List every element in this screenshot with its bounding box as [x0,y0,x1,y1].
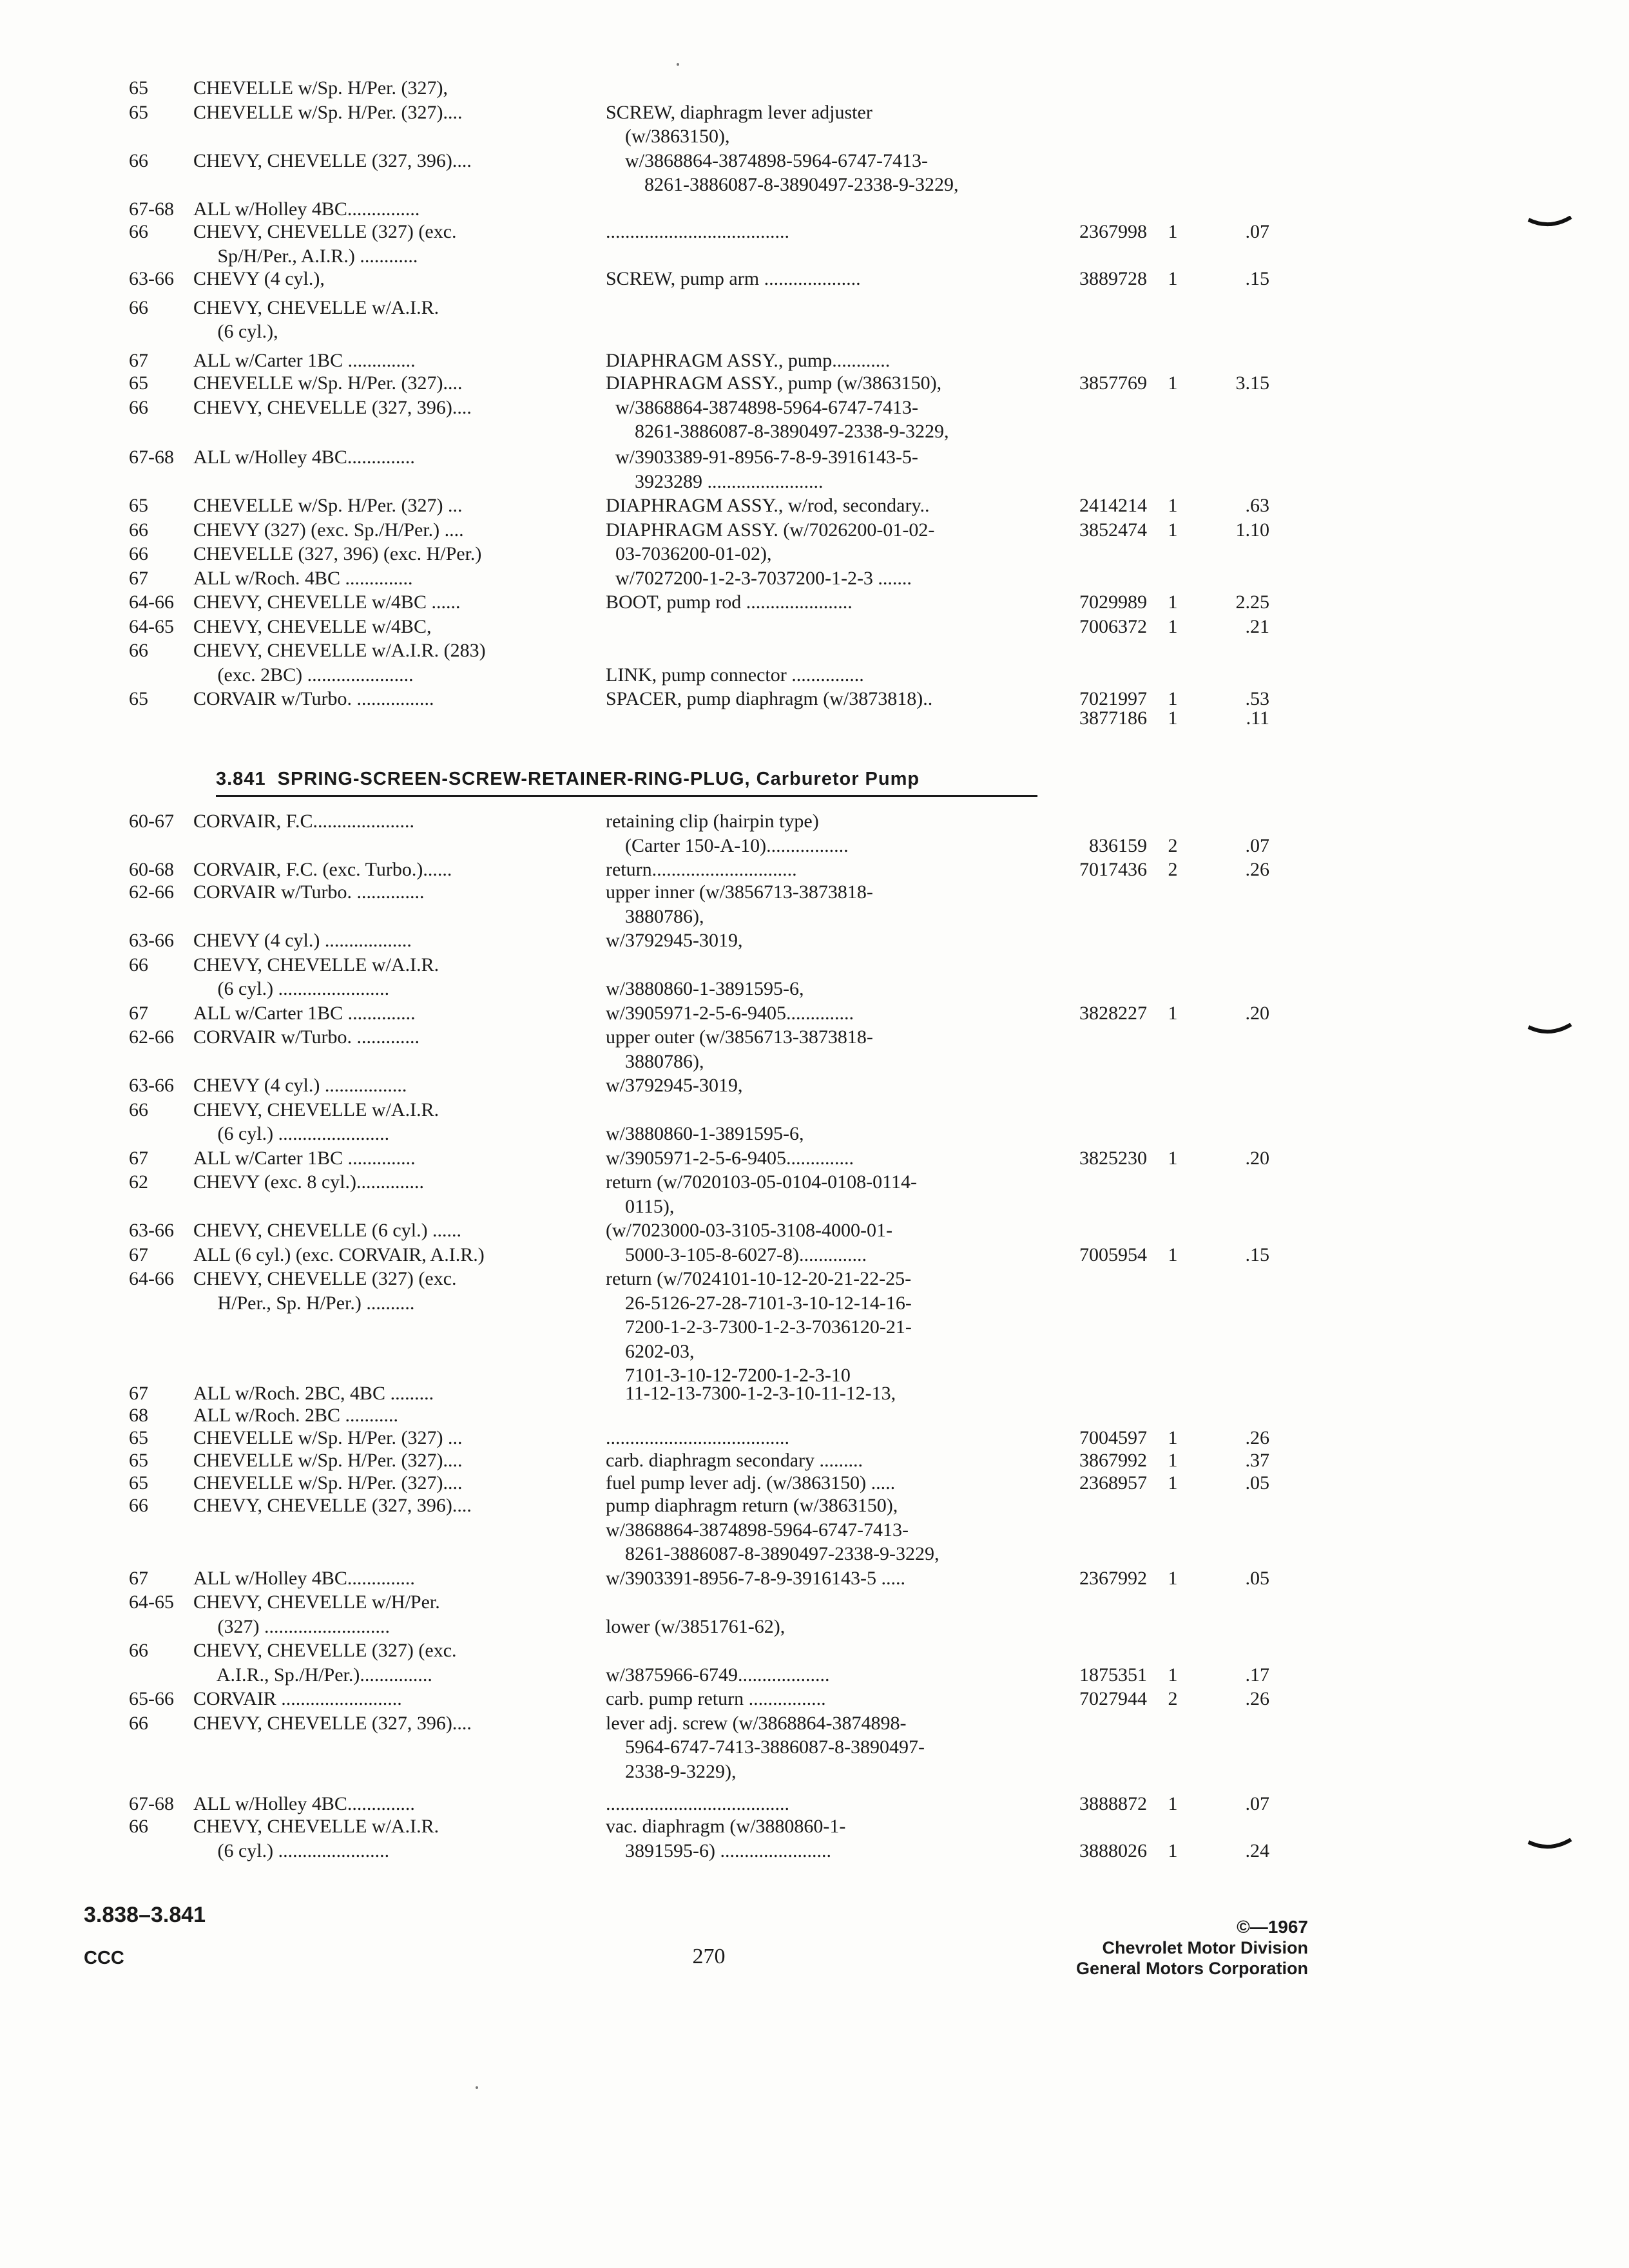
price: .07 [1245,221,1269,242]
part-number: 7029989 [1079,591,1147,613]
part-description: 8261-3886087-8-3890497-2338-9-3229, [606,421,949,442]
model-years: 66 [129,150,148,171]
quantity: 1 [1168,519,1178,541]
margin-mark [1527,1023,1572,1036]
part-number: 7005954 [1079,1244,1147,1265]
part-number: 3889728 [1079,268,1147,289]
model-years: 68 [129,1405,148,1426]
part-description: retaining clip (hairpin type) [606,811,819,832]
part-description: 5964-6747-7413-3886087-8-3890497- [606,1736,925,1758]
part-number: 7027944 [1079,1688,1147,1709]
part-description: 3880786), [606,1051,704,1072]
application: ALL w/Holley 4BC.............. [193,1793,415,1814]
application: ALL w/Holley 4BC............... [193,198,420,220]
part-number: 3877186 [1079,707,1147,729]
part-description: 3880786), [606,906,704,927]
quantity: 1 [1168,1793,1178,1814]
application: CHEVY (4 cyl.) .................. [193,930,412,951]
application: (6 cyl.) ....................... [193,978,390,999]
model-years: 60-68 [129,859,174,880]
part-description: (Carter 150-A-10)................. [606,835,849,856]
part-description: DIAPHRAGM ASSY. (w/7026200-01-02- [606,519,935,541]
application: CHEVELLE w/Sp. H/Per. (327).... [193,1450,463,1471]
part-number: 3888872 [1079,1793,1147,1814]
application: (6 cyl.) ....................... [193,1123,390,1144]
model-years: 67 [129,1003,148,1024]
section-heading: 3.841 SPRING-SCREEN-SCREW-RETAINER-RING-PLUG, Carburetor Pump [216,769,920,789]
part-description: 2338-9-3229), [606,1761,737,1782]
part-description: SCREW, pump arm .................... [606,268,861,289]
application: CHEVELLE w/Sp. H/Per. (327).... [193,102,463,123]
quantity: 1 [1168,591,1178,613]
quantity: 1 [1168,268,1178,289]
part-description: w/3868864-3874898-5964-6747-7413- [606,1519,909,1541]
model-years: 67-68 [129,198,174,220]
part-description: lower (w/3851761-62), [606,1616,786,1637]
part-description: w/3903389-91-8956-7-8-9-3916143-5- [606,447,918,468]
part-number: 3825230 [1079,1148,1147,1169]
part-description: 7200-1-2-3-7300-1-2-3-7036120-21- [606,1316,912,1338]
part-description: DIAPHRAGM ASSY., w/rod, secondary.. [606,495,930,516]
application: ALL w/Roch. 2BC, 4BC ......... [193,1383,434,1404]
quantity: 1 [1168,1840,1178,1861]
part-description: 5000-3-105-8-6027-8).............. [606,1244,867,1265]
part-description: 7101-3-10-12-7200-1-2-3-10 [606,1365,851,1386]
price: 2.25 [1235,591,1269,613]
model-years: 66 [129,543,148,564]
quantity: 2 [1168,1688,1178,1709]
price: .24 [1245,1840,1269,1861]
part-description: 8261-3886087-8-3890497-2338-9-3229, [606,1543,940,1564]
part-description: carb. diaphragm secondary ......... [606,1450,863,1471]
application: CHEVELLE w/Sp. H/Per. (327), [193,77,448,99]
application: ALL w/Carter 1BC .............. [193,1003,416,1024]
application: CHEVY, CHEVELLE w/4BC ...... [193,591,461,613]
footer-division: Chevrolet Motor Division [1102,1938,1308,1957]
part-description: ...................................... [606,221,789,242]
part-description: w/3880860-1-3891595-6, [606,978,804,999]
page-number: 270 [692,1945,726,1968]
model-years: 66 [129,1713,148,1734]
application: CORVAIR w/Turbo. ............. [193,1026,420,1048]
price: .07 [1245,835,1269,856]
model-years: 63-66 [129,1075,174,1096]
quantity: 1 [1168,495,1178,516]
part-description: w/3903391-8956-7-8-9-3916143-5 ..... [606,1568,905,1589]
part-number: 836159 [1089,835,1147,856]
model-years: 64-66 [129,1268,174,1289]
model-years: 64-65 [129,616,174,637]
quantity: 1 [1168,1244,1178,1265]
part-description: 0115), [606,1196,675,1217]
application: CORVAIR w/Turbo. ................ [193,688,434,709]
model-years: 62-66 [129,881,174,903]
part-number: 7004597 [1079,1427,1147,1448]
application: CHEVY, CHEVELLE w/H/Per. [193,1591,440,1613]
price: .26 [1245,1688,1269,1709]
quantity: 1 [1168,688,1178,709]
price: .63 [1245,495,1269,516]
part-number: 2367998 [1079,221,1147,242]
part-number: 7006372 [1079,616,1147,637]
part-number: 3888026 [1079,1840,1147,1861]
application: ALL (6 cyl.) (exc. CORVAIR, A.I.R.) [193,1244,485,1265]
model-years: 66 [129,397,148,418]
part-description: DIAPHRAGM ASSY., pump (w/3863150), [606,372,942,394]
part-description: (w/7023000-03-3105-3108-4000-01- [606,1220,892,1241]
part-description: w/7027200-1-2-3-7037200-1-2-3 ....... [606,568,912,589]
part-number: 2368957 [1079,1472,1147,1494]
price: .26 [1245,1427,1269,1448]
application: ALL w/Roch. 2BC ........... [193,1405,399,1426]
application: CHEVY, CHEVELLE w/A.I.R. [193,954,439,975]
price: 3.15 [1235,372,1269,394]
section-heading-rule [216,795,1037,797]
part-description: 6202-03, [606,1341,695,1362]
part-description: w/3792945-3019, [606,1075,743,1096]
model-years: 62 [129,1171,148,1193]
part-description: ...................................... [606,1793,789,1814]
price: .15 [1245,268,1269,289]
part-number: 3828227 [1079,1003,1147,1024]
footer-copyright: ©—1967 [1237,1917,1308,1937]
scan-speck [677,63,679,66]
part-description: BOOT, pump rod ...................... [606,591,853,613]
part-number: 7017436 [1079,859,1147,880]
scan-speck [476,2086,478,2089]
part-description: upper inner (w/3856713-3873818- [606,881,873,903]
part-number: 1875351 [1079,1664,1147,1686]
price: 1.10 [1235,519,1269,541]
model-years: 67-68 [129,1793,174,1814]
model-years: 64-66 [129,591,174,613]
model-years: 67 [129,1568,148,1589]
application: CHEVY, CHEVELLE (327, 396).... [193,1495,472,1516]
part-description: (w/3863150), [606,126,730,147]
model-years: 65 [129,1427,148,1448]
model-years: 63-66 [129,268,174,289]
price: .05 [1245,1568,1269,1589]
application: ALL w/Roch. 4BC .............. [193,568,413,589]
model-years: 64-65 [129,1591,174,1613]
part-description: DIAPHRAGM ASSY., pump............ [606,350,891,371]
part-description: SCREW, diaphragm lever adjuster [606,102,872,123]
application: CHEVELLE (327, 396) (exc. H/Per.) [193,543,482,564]
application: CHEVY, CHEVELLE (327) (exc. [193,1640,457,1661]
application: ALL w/Holley 4BC.............. [193,447,415,468]
application: CHEVY, CHEVELLE w/A.I.R. [193,1816,439,1837]
part-description: 03-7036200-01-02), [606,543,772,564]
application: CORVAIR w/Turbo. .............. [193,881,425,903]
application: CHEVELLE w/Sp. H/Per. (327).... [193,372,463,394]
part-description: 8261-3886087-8-3890497-2338-9-3229, [606,174,959,195]
application: H/Per., Sp. H/Per.) .......... [193,1293,415,1314]
application: ALL w/Carter 1BC .............. [193,1148,416,1169]
price: .07 [1245,1793,1269,1814]
part-description: w/3880860-1-3891595-6, [606,1123,804,1144]
part-description: w/3905971-2-5-6-9405.............. [606,1003,854,1024]
application: CHEVY (4 cyl.) ................. [193,1075,407,1096]
model-years: 66 [129,1640,148,1661]
quantity: 1 [1168,1427,1178,1448]
part-description: carb. pump return ................ [606,1688,826,1709]
part-description: w/3905971-2-5-6-9405.............. [606,1148,854,1169]
footer-section-range: 3.838–3.841 [84,1903,206,1927]
model-years: 66 [129,297,148,318]
quantity: 1 [1168,1472,1178,1494]
part-description: w/3868864-3874898-5964-6747-7413- [606,150,928,171]
model-years: 63-66 [129,1220,174,1241]
model-years: 66 [129,954,148,975]
price: .37 [1245,1450,1269,1471]
margin-mark [1527,1838,1572,1851]
application: CHEVY, CHEVELLE w/4BC, [193,616,432,637]
price: .20 [1245,1148,1269,1169]
part-description: LINK, pump connector ............... [606,664,864,686]
quantity: 2 [1168,859,1178,880]
application: CHEVELLE w/Sp. H/Per. (327).... [193,1472,463,1494]
part-number: 2367992 [1079,1568,1147,1589]
price: .15 [1245,1244,1269,1265]
quantity: 1 [1168,707,1178,729]
application: CHEVY, CHEVELLE (6 cyl.) ...... [193,1220,462,1241]
application: CORVAIR, F.C..................... [193,811,415,832]
application: (6 cyl.), [193,321,278,342]
application: CHEVY (exc. 8 cyl.).............. [193,1171,424,1193]
model-years: 66 [129,221,148,242]
model-years: 67 [129,1383,148,1404]
model-years: 65 [129,1472,148,1494]
model-years: 66 [129,519,148,541]
part-number: 3852474 [1079,519,1147,541]
application: CHEVY, CHEVELLE (327) (exc. [193,1268,457,1289]
application: ALL w/Carter 1BC .............. [193,350,416,371]
quantity: 1 [1168,1664,1178,1686]
part-number: 3857769 [1079,372,1147,394]
price: .17 [1245,1664,1269,1686]
model-years: 67 [129,568,148,589]
price: .53 [1245,688,1269,709]
application: CHEVELLE w/Sp. H/Per. (327) ... [193,1427,463,1448]
quantity: 1 [1168,1148,1178,1169]
part-number: 7021997 [1079,688,1147,709]
quantity: 1 [1168,221,1178,242]
application: ALL w/Holley 4BC.............. [193,1568,415,1589]
model-years: 66 [129,1099,148,1120]
quantity: 2 [1168,835,1178,856]
quantity: 1 [1168,1568,1178,1589]
model-years: 66 [129,1816,148,1837]
part-description: 11-12-13-7300-1-2-3-10-11-12-13, [606,1383,896,1404]
application: (327) .......................... [193,1616,390,1637]
price: .05 [1245,1472,1269,1494]
application: CHEVY, CHEVELLE (327) (exc. [193,221,457,242]
part-description: return.............................. [606,859,797,880]
quantity: 1 [1168,372,1178,394]
application: CHEVY, CHEVELLE (327, 396).... [193,397,472,418]
application: CHEVY, CHEVELLE w/A.I.R. (283) [193,640,486,661]
model-years: 66 [129,1495,148,1516]
application: CHEVY (327) (exc. Sp./H/Per.) .... [193,519,464,541]
part-number: 3867992 [1079,1450,1147,1471]
part-description: vac. diaphragm (w/3880860-1- [606,1816,846,1837]
price: .21 [1245,616,1269,637]
part-description: 3923289 ........................ [606,471,824,492]
application: CORVAIR, F.C. (exc. Turbo.)...... [193,859,452,880]
model-years: 65 [129,372,148,394]
model-years: 67 [129,1244,148,1265]
application: CHEVY, CHEVELLE w/A.I.R. [193,297,439,318]
model-years: 65 [129,688,148,709]
application: Sp/H/Per., A.I.R.) ............ [193,245,418,267]
application: CORVAIR ......................... [193,1688,402,1709]
application: (exc. 2BC) ...................... [193,664,414,686]
part-description: return (w/7024101-10-12-20-21-22-25- [606,1268,912,1289]
model-years: 65 [129,102,148,123]
part-description: SPACER, pump diaphragm (w/3873818).. [606,688,933,709]
price: .26 [1245,859,1269,880]
application: CHEVY, CHEVELLE (327, 396).... [193,1713,472,1734]
part-description: w/3792945-3019, [606,930,743,951]
quantity: 1 [1168,1003,1178,1024]
part-description: lever adj. screw (w/3868864-3874898- [606,1713,907,1734]
part-description: upper outer (w/3856713-3873818- [606,1026,873,1048]
part-description: fuel pump lever adj. (w/3863150) ..... [606,1472,896,1494]
model-years: 65-66 [129,1688,174,1709]
part-description: pump diaphragm return (w/3863150), [606,1495,898,1516]
quantity: 1 [1168,1450,1178,1471]
part-description: w/3868864-3874898-5964-6747-7413- [606,397,918,418]
part-description: ...................................... [606,1427,789,1448]
application: CHEVY, CHEVELLE w/A.I.R. [193,1099,439,1120]
application: (6 cyl.) ....................... [193,1840,390,1861]
model-years: 67-68 [129,447,174,468]
model-years: 62-66 [129,1026,174,1048]
application: CHEVELLE w/Sp. H/Per. (327) ... [193,495,463,516]
part-description: w/3875966-6749................... [606,1664,830,1686]
margin-mark [1527,216,1572,229]
model-years: 67 [129,350,148,371]
price: .11 [1246,707,1269,729]
part-description: return (w/7020103-05-0104-0108-0114- [606,1171,917,1193]
part-description: 3891595-6) ....................... [606,1840,831,1861]
model-years: 63-66 [129,930,174,951]
model-years: 66 [129,640,148,661]
application: CHEVY, CHEVELLE (327, 396).... [193,150,472,171]
application: CHEVY (4 cyl.), [193,268,325,289]
model-years: 67 [129,1148,148,1169]
model-years: 60-67 [129,811,174,832]
model-years: 65 [129,495,148,516]
application: A.I.R., Sp./H/Per.)............... [193,1664,432,1686]
model-years: 65 [129,77,148,99]
footer-corporation: General Motors Corporation [1075,1959,1308,1978]
part-description: 26-5126-27-28-7101-3-10-12-14-16- [606,1293,912,1314]
quantity: 1 [1168,616,1178,637]
model-years: 65 [129,1450,148,1471]
price: .20 [1245,1003,1269,1024]
footer-code: CCC [84,1948,124,1968]
part-number: 2414214 [1079,495,1147,516]
